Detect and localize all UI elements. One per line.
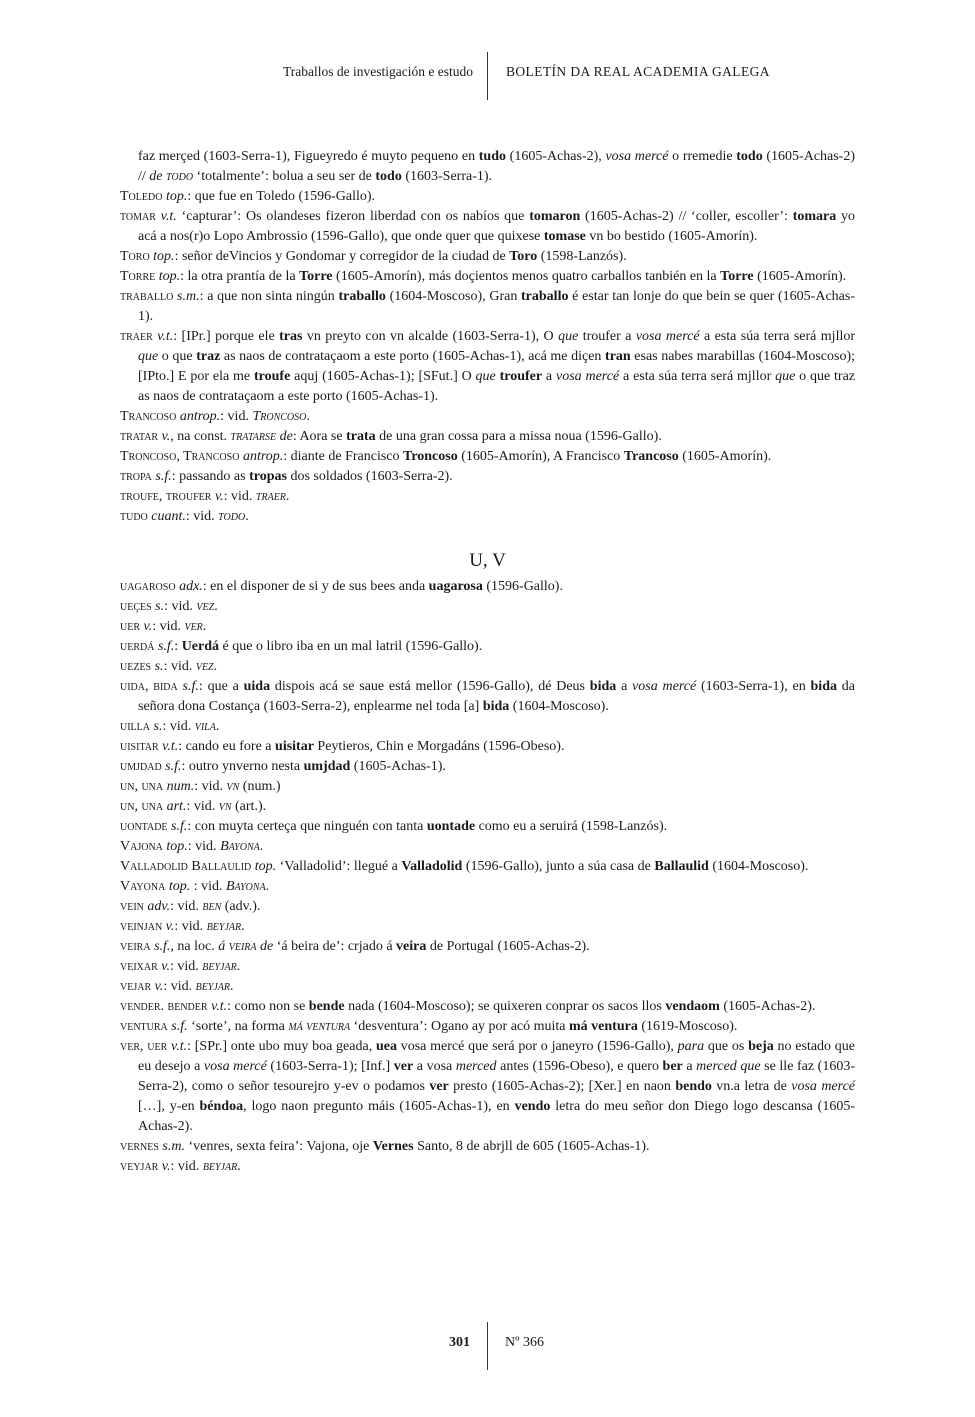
list-item: traer v.t.: [IPr.] porque ele tras vn preyto con vn alcalde (1603-Serra-1), O que troufer a vosa mercé a esta súa terra será mjllor que o que traz as naos de contrataçaom a este porto (1605-Achas-1), acá me diçen tran esas nabes marabillas (1604-Moscoso); [IPto.] E por ela me troufe aquj (1605-Achas-1); [SFut.] O que troufer a vosa mercé a esta súa terra será mjllor que o que traz as naos de contrataçaom a este porto (1605-Achas-1). <box>120 329 856 404</box>
list-item: ver, uer v.t.: [SPr.] onte ubo muy boa geada, uea vosa mercé que será por o janeyro (1596-Gallo), para que os beja no estado que eu desejo a vosa mercé (1603-Serra-1); [Inf.] ver a vosa merced antes (1596-Obeso), e quero ber a merced que se lle faz (1603-Serra-2), como o señor tesourejro y-ev o podamos ver presto (1605-Achas-2); [Xer.] en naon bendo vn.a letra de vosa mercé […], y-en béndoa, logo naon pregunto máis (1605-Achas-1), en vendo letra do meu señor don Diego logo descansa (1605-Achas-2). <box>120 1039 856 1134</box>
list-item: umjdad s.f.: outro ynverno nesta umjdad (1605-Achas-1). <box>120 759 446 774</box>
list-item: traballo s.m.: a que non sinta ningún traballo (1604-Moscoso), Gran traballo é estar tan lonje do que bein se quer (1605-Achas-1). <box>120 289 855 324</box>
list-item: uilla s.: vid. vila. <box>120 719 220 734</box>
list-item: veinjan v.: vid. beyjar. <box>120 919 245 934</box>
header-left: Traballos de investigación e estudo <box>283 64 473 79</box>
list-item: Vayona top. : vid. Bayona. <box>120 879 270 894</box>
list-item: Torre top.: la otra prantía de la Torre (1605-Amorín), más doçientos menos quatro carballos tanbién en la Torre (1605-Amorín). <box>120 269 847 284</box>
list-item: Toledo top.: que fue en Toledo (1596-Gallo). <box>120 189 376 204</box>
list-item: uagaroso adx.: en el disponer de si y de sus bees anda uagarosa (1596-Gallo). <box>120 579 563 594</box>
list-item: uisitar v.t.: cando eu fore a uisitar Peytieros, Chin e Morgadáns (1596-Obeso). <box>120 739 565 754</box>
list-item: vein adv.: vid. ben (adv.). <box>120 899 261 914</box>
list-item: vejar v.: vid. beyjar. <box>120 979 234 994</box>
list-item: Valladolid Ballaulid top. ‘Valladolid’: llegué a Valladolid (1596-Gallo), junto a súa casa de Ballaulid (1604-Moscoso). <box>120 859 809 874</box>
list-item: tratar v., na const. tratarse de: Aora se trata de una gran cossa para a missa noua (1596-Gallo). <box>120 429 662 444</box>
list-item: tropa s.f.: passando as tropas dos soldados (1603-Serra-2). <box>120 469 453 484</box>
list-item: Toro top.: señor deVincios y Gondomar y corregidor de la ciudad de Toro (1598-Lanzós). <box>120 249 627 264</box>
list-item: Trancoso antrop.: vid. Troncoso. <box>120 409 310 424</box>
list-item: tudo cuant.: vid. todo. <box>120 509 249 524</box>
list-item: vender. bender v.t.: como non se bende nada (1604-Moscoso); se quixeren conprar os sacos llos vendaom (1605-Achas-2). <box>120 999 816 1014</box>
page-number: 301 <box>449 1335 470 1350</box>
section-heading: U, V <box>469 550 506 571</box>
list-item: ueçes s.: vid. vez. <box>120 599 218 614</box>
list-item: uezes s.: vid. vez. <box>120 659 218 674</box>
list-item: veixar v.: vid. beyjar. <box>120 959 241 974</box>
list-item: troufe, troufer v.: vid. traer. <box>120 489 290 504</box>
issue-number: Nº 366 <box>505 1335 544 1350</box>
list-item: uerdá s.f.: Uerdá é que o libro iba en un mal latril (1596-Gallo). <box>120 639 483 654</box>
list-item: faz merçed (1603-Serra-1), Figueyredo é muyto pequeno en tudo (1605-Achas-2), vosa mercé o rremedie todo (1605-Achas-2) // de todo ‘totalmente’: bolua a seu ser de todo (1603-Serra-1). <box>138 149 856 184</box>
list-item: uontade s.f.: con muyta certeça que ninguén con tanta uontade como eu a seruirá (1598-Lanzós). <box>120 819 668 834</box>
list-item: ventura s.f. ‘sorte’, na forma má ventura ‘desventura’: Ogano ay por acó muita má ventura (1619-Moscoso). <box>120 1019 738 1034</box>
list-item: un, una num.: vid. vn (num.) <box>120 779 281 794</box>
list-item: vernes s.m. ‘venres, sexta feira’: Vajona, oje Vernes Santo, 8 de abrjll de 605 (1605-Achas-1). <box>120 1139 650 1154</box>
header-divider <box>487 52 488 100</box>
dictionary-body <box>120 147 855 1177</box>
list-item: uida, bida s.f.: que a uida dispois acá se saue está mellor (1596-Gallo), dé Deus bida a vosa mercé (1603-Serra-1), en bida da señora dona Costança (1603-Serra-2), enplearme nel toda [a] bida (1604-Moscoso). <box>120 679 855 714</box>
header-right: BOLETÍN DA REAL ACADEMIA GALEGA <box>506 64 770 79</box>
footer-divider <box>487 1322 488 1370</box>
list-item: veira s.f., na loc. á veira de ‘á beira de’: crjado á veira de Portugal (1605-Achas-2). <box>120 939 590 954</box>
list-item: Vajona top.: vid. Bayona. <box>120 839 264 854</box>
list-item: veyjar v.: vid. beyjar. <box>120 1159 241 1174</box>
list-item: tomar v.t. ‘capturar’: Os olandeses fizeron liberdad con os nabíos que tomaron (1605-Achas-2) // ‘coller, escoller’: tomara yo acá a nos(r)o Lopo Ambrossio (1596-Gallo), que onde quer que quixese tomase vn bo bestido (1605-Amorín). <box>120 209 856 244</box>
list-item: un, una art.: vid. vn (art.). <box>120 799 267 814</box>
list-item: uer v.: vid. ver. <box>120 619 207 634</box>
list-item: Troncoso, Trancoso antrop.: diante de Francisco Troncoso (1605-Amorín), A Francisco Trancoso (1605-Amorín). <box>120 449 772 464</box>
